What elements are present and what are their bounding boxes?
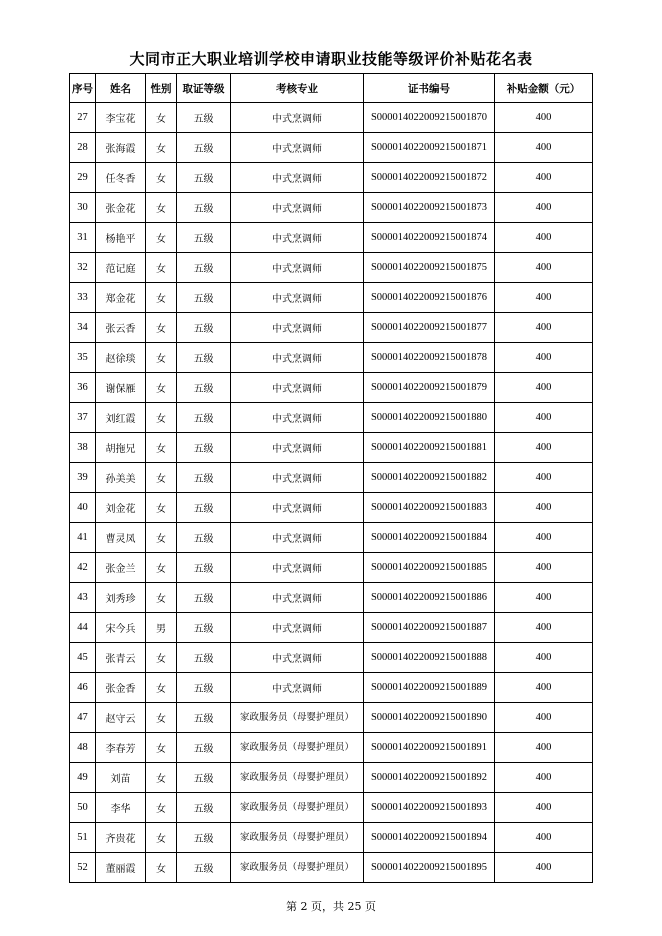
cell-cert-no: S000014022009215001889	[364, 673, 495, 703]
cell-cert-no: S000014022009215001883	[364, 493, 495, 523]
cell-seq: 46	[70, 673, 96, 703]
cell-seq: 47	[70, 703, 96, 733]
cell-name: 谢保雁	[96, 373, 146, 403]
table-header-row	[70, 74, 593, 103]
cell-name: 杨艳平	[96, 223, 146, 253]
cell-gender: 女	[146, 223, 177, 253]
cell-name: 曹灵凤	[96, 523, 146, 553]
cell-major: 家政服务员（母婴护理员）	[231, 733, 364, 763]
cell-gender: 女	[146, 373, 177, 403]
cell-major: 中式烹调师	[231, 223, 364, 253]
cell-seq: 37	[70, 403, 96, 433]
cell-amount: 400	[495, 763, 593, 793]
table-row	[70, 373, 593, 403]
cell-seq: 50	[70, 793, 96, 823]
cell-gender: 女	[146, 583, 177, 613]
cell-amount: 400	[495, 523, 593, 553]
cell-seq: 40	[70, 493, 96, 523]
cell-level: 五级	[177, 463, 231, 493]
cell-gender: 女	[146, 253, 177, 283]
cell-level: 五级	[177, 163, 231, 193]
cell-name: 张金香	[96, 673, 146, 703]
cell-seq: 29	[70, 163, 96, 193]
cell-seq: 35	[70, 343, 96, 373]
cell-major: 中式烹调师	[231, 613, 364, 643]
cell-level: 五级	[177, 403, 231, 433]
cell-name: 董丽霞	[96, 853, 146, 883]
cell-seq: 28	[70, 133, 96, 163]
cell-gender: 女	[146, 313, 177, 343]
cell-name: 刘秀珍	[96, 583, 146, 613]
cell-amount: 400	[495, 583, 593, 613]
cell-amount: 400	[495, 493, 593, 523]
cell-seq: 33	[70, 283, 96, 313]
cell-name: 任冬香	[96, 163, 146, 193]
cell-cert-no: S000014022009215001884	[364, 523, 495, 553]
cell-cert-no: S000014022009215001881	[364, 433, 495, 463]
table-row	[70, 643, 593, 673]
cell-gender: 女	[146, 553, 177, 583]
cell-level: 五级	[177, 193, 231, 223]
cell-gender: 女	[146, 523, 177, 553]
header-cert-no: 证书编号	[364, 74, 495, 103]
cell-gender: 女	[146, 433, 177, 463]
cell-seq: 42	[70, 553, 96, 583]
subsidy-roster-table	[69, 73, 593, 883]
cell-cert-no: S000014022009215001890	[364, 703, 495, 733]
cell-cert-no: S000014022009215001876	[364, 283, 495, 313]
cell-name: 张青云	[96, 643, 146, 673]
cell-seq: 49	[70, 763, 96, 793]
cell-major: 中式烹调师	[231, 493, 364, 523]
cell-seq: 39	[70, 463, 96, 493]
cell-major: 中式烹调师	[231, 673, 364, 703]
cell-amount: 400	[495, 733, 593, 763]
cell-level: 五级	[177, 493, 231, 523]
cell-gender: 女	[146, 103, 177, 133]
cell-level: 五级	[177, 523, 231, 553]
table-row	[70, 343, 593, 373]
cell-level: 五级	[177, 373, 231, 403]
cell-name: 刘苗	[96, 763, 146, 793]
cell-cert-no: S000014022009215001875	[364, 253, 495, 283]
cell-cert-no: S000014022009215001895	[364, 853, 495, 883]
cell-amount: 400	[495, 703, 593, 733]
cell-cert-no: S000014022009215001878	[364, 343, 495, 373]
table-row	[70, 733, 593, 763]
cell-gender: 女	[146, 853, 177, 883]
cell-amount: 400	[495, 343, 593, 373]
cell-amount: 400	[495, 103, 593, 133]
cell-cert-no: S000014022009215001894	[364, 823, 495, 853]
table-row	[70, 583, 593, 613]
table-row	[70, 463, 593, 493]
cell-cert-no: S000014022009215001886	[364, 583, 495, 613]
cell-level: 五级	[177, 133, 231, 163]
cell-cert-no: S000014022009215001882	[364, 463, 495, 493]
cell-name: 张海霞	[96, 133, 146, 163]
cell-major: 中式烹调师	[231, 193, 364, 223]
table-row	[70, 403, 593, 433]
cell-name: 齐贵花	[96, 823, 146, 853]
cell-seq: 51	[70, 823, 96, 853]
table-row	[70, 493, 593, 523]
cell-major: 中式烹调师	[231, 403, 364, 433]
cell-seq: 32	[70, 253, 96, 283]
cell-name: 胡拖兄	[96, 433, 146, 463]
cell-major: 中式烹调师	[231, 523, 364, 553]
table-row	[70, 763, 593, 793]
table-row	[70, 703, 593, 733]
cell-major: 中式烹调师	[231, 583, 364, 613]
cell-name: 赵守云	[96, 703, 146, 733]
table-row	[70, 793, 593, 823]
cell-gender: 男	[146, 613, 177, 643]
cell-name: 范记庭	[96, 253, 146, 283]
cell-major: 中式烹调师	[231, 463, 364, 493]
header-amount: 补贴金额（元）	[495, 74, 593, 103]
cell-cert-no: S000014022009215001892	[364, 763, 495, 793]
table-row	[70, 223, 593, 253]
cell-level: 五级	[177, 613, 231, 643]
cell-amount: 400	[495, 373, 593, 403]
table-row	[70, 253, 593, 283]
cell-cert-no: S000014022009215001880	[364, 403, 495, 433]
table-row	[70, 193, 593, 223]
cell-gender: 女	[146, 643, 177, 673]
cell-major: 中式烹调师	[231, 133, 364, 163]
cell-amount: 400	[495, 613, 593, 643]
cell-level: 五级	[177, 823, 231, 853]
cell-cert-no: S000014022009215001891	[364, 733, 495, 763]
table-row	[70, 553, 593, 583]
cell-name: 郑金花	[96, 283, 146, 313]
cell-amount: 400	[495, 283, 593, 313]
cell-level: 五级	[177, 283, 231, 313]
cell-major: 中式烹调师	[231, 373, 364, 403]
cell-amount: 400	[495, 793, 593, 823]
cell-amount: 400	[495, 643, 593, 673]
cell-gender: 女	[146, 673, 177, 703]
cell-gender: 女	[146, 823, 177, 853]
header-seq: 序号	[70, 74, 96, 103]
cell-level: 五级	[177, 703, 231, 733]
cell-gender: 女	[146, 463, 177, 493]
cell-seq: 31	[70, 223, 96, 253]
cell-name: 刘金花	[96, 493, 146, 523]
cell-name: 李华	[96, 793, 146, 823]
cell-name: 李宝花	[96, 103, 146, 133]
cell-level: 五级	[177, 553, 231, 583]
header-level: 取证等级	[177, 74, 231, 103]
cell-major: 中式烹调师	[231, 343, 364, 373]
cell-gender: 女	[146, 343, 177, 373]
cell-level: 五级	[177, 793, 231, 823]
table-row	[70, 163, 593, 193]
document-title: 大同市正大职业培训学校申请职业技能等级评价补贴花名表	[129, 50, 533, 68]
table-row	[70, 313, 593, 343]
table-row	[70, 283, 593, 313]
cell-cert-no: S000014022009215001871	[364, 133, 495, 163]
cell-seq: 38	[70, 433, 96, 463]
cell-major: 中式烹调师	[231, 163, 364, 193]
cell-amount: 400	[495, 433, 593, 463]
cell-major: 家政服务员（母婴护理员）	[231, 823, 364, 853]
cell-amount: 400	[495, 823, 593, 853]
cell-gender: 女	[146, 733, 177, 763]
cell-name: 刘红霞	[96, 403, 146, 433]
page-footer: 第 2 页，共 25 页	[286, 900, 376, 913]
table-row	[70, 103, 593, 133]
cell-amount: 400	[495, 403, 593, 433]
cell-cert-no: S000014022009215001879	[364, 373, 495, 403]
table-body	[70, 103, 593, 883]
cell-major: 家政服务员（母婴护理员）	[231, 853, 364, 883]
cell-cert-no: S000014022009215001887	[364, 613, 495, 643]
cell-amount: 400	[495, 163, 593, 193]
table-row	[70, 613, 593, 643]
cell-seq: 34	[70, 313, 96, 343]
cell-gender: 女	[146, 703, 177, 733]
cell-level: 五级	[177, 583, 231, 613]
cell-level: 五级	[177, 853, 231, 883]
header-major: 考核专业	[231, 74, 364, 103]
cell-seq: 43	[70, 583, 96, 613]
cell-seq: 52	[70, 853, 96, 883]
cell-cert-no: S000014022009215001870	[364, 103, 495, 133]
cell-seq: 48	[70, 733, 96, 763]
cell-major: 中式烹调师	[231, 433, 364, 463]
cell-gender: 女	[146, 163, 177, 193]
cell-major: 家政服务员（母婴护理员）	[231, 793, 364, 823]
cell-amount: 400	[495, 553, 593, 583]
cell-major: 中式烹调师	[231, 313, 364, 343]
cell-level: 五级	[177, 733, 231, 763]
table-row	[70, 853, 593, 883]
cell-gender: 女	[146, 193, 177, 223]
cell-level: 五级	[177, 313, 231, 343]
cell-major: 中式烹调师	[231, 553, 364, 583]
cell-level: 五级	[177, 673, 231, 703]
header-gender: 性别	[146, 74, 177, 103]
cell-seq: 36	[70, 373, 96, 403]
header-name: 姓名	[96, 74, 146, 103]
cell-seq: 30	[70, 193, 96, 223]
cell-major: 家政服务员（母婴护理员）	[231, 703, 364, 733]
cell-gender: 女	[146, 493, 177, 523]
table-row	[70, 823, 593, 853]
cell-major: 中式烹调师	[231, 643, 364, 673]
cell-name: 张云香	[96, 313, 146, 343]
cell-name: 孙美美	[96, 463, 146, 493]
table-row	[70, 133, 593, 163]
cell-gender: 女	[146, 133, 177, 163]
cell-level: 五级	[177, 103, 231, 133]
cell-gender: 女	[146, 283, 177, 313]
cell-seq: 41	[70, 523, 96, 553]
cell-amount: 400	[495, 223, 593, 253]
cell-name: 张金兰	[96, 553, 146, 583]
cell-cert-no: S000014022009215001877	[364, 313, 495, 343]
cell-amount: 400	[495, 253, 593, 283]
cell-level: 五级	[177, 223, 231, 253]
cell-level: 五级	[177, 643, 231, 673]
cell-gender: 女	[146, 793, 177, 823]
table-row	[70, 433, 593, 463]
cell-amount: 400	[495, 463, 593, 493]
cell-level: 五级	[177, 253, 231, 283]
table-row	[70, 673, 593, 703]
cell-name: 张金花	[96, 193, 146, 223]
cell-major: 中式烹调师	[231, 253, 364, 283]
cell-seq: 44	[70, 613, 96, 643]
cell-name: 宋今兵	[96, 613, 146, 643]
cell-level: 五级	[177, 343, 231, 373]
cell-name: 李春芳	[96, 733, 146, 763]
table-row	[70, 523, 593, 553]
cell-major: 中式烹调师	[231, 283, 364, 313]
cell-seq: 27	[70, 103, 96, 133]
cell-seq: 45	[70, 643, 96, 673]
cell-cert-no: S000014022009215001885	[364, 553, 495, 583]
cell-amount: 400	[495, 193, 593, 223]
cell-cert-no: S000014022009215001888	[364, 643, 495, 673]
cell-level: 五级	[177, 763, 231, 793]
cell-major: 中式烹调师	[231, 103, 364, 133]
cell-gender: 女	[146, 763, 177, 793]
cell-level: 五级	[177, 433, 231, 463]
cell-cert-no: S000014022009215001873	[364, 193, 495, 223]
cell-amount: 400	[495, 673, 593, 703]
cell-amount: 400	[495, 133, 593, 163]
cell-amount: 400	[495, 853, 593, 883]
cell-cert-no: S000014022009215001893	[364, 793, 495, 823]
cell-major: 家政服务员（母婴护理员）	[231, 763, 364, 793]
cell-cert-no: S000014022009215001872	[364, 163, 495, 193]
cell-amount: 400	[495, 313, 593, 343]
cell-cert-no: S000014022009215001874	[364, 223, 495, 253]
cell-name: 赵徐琰	[96, 343, 146, 373]
cell-gender: 女	[146, 403, 177, 433]
